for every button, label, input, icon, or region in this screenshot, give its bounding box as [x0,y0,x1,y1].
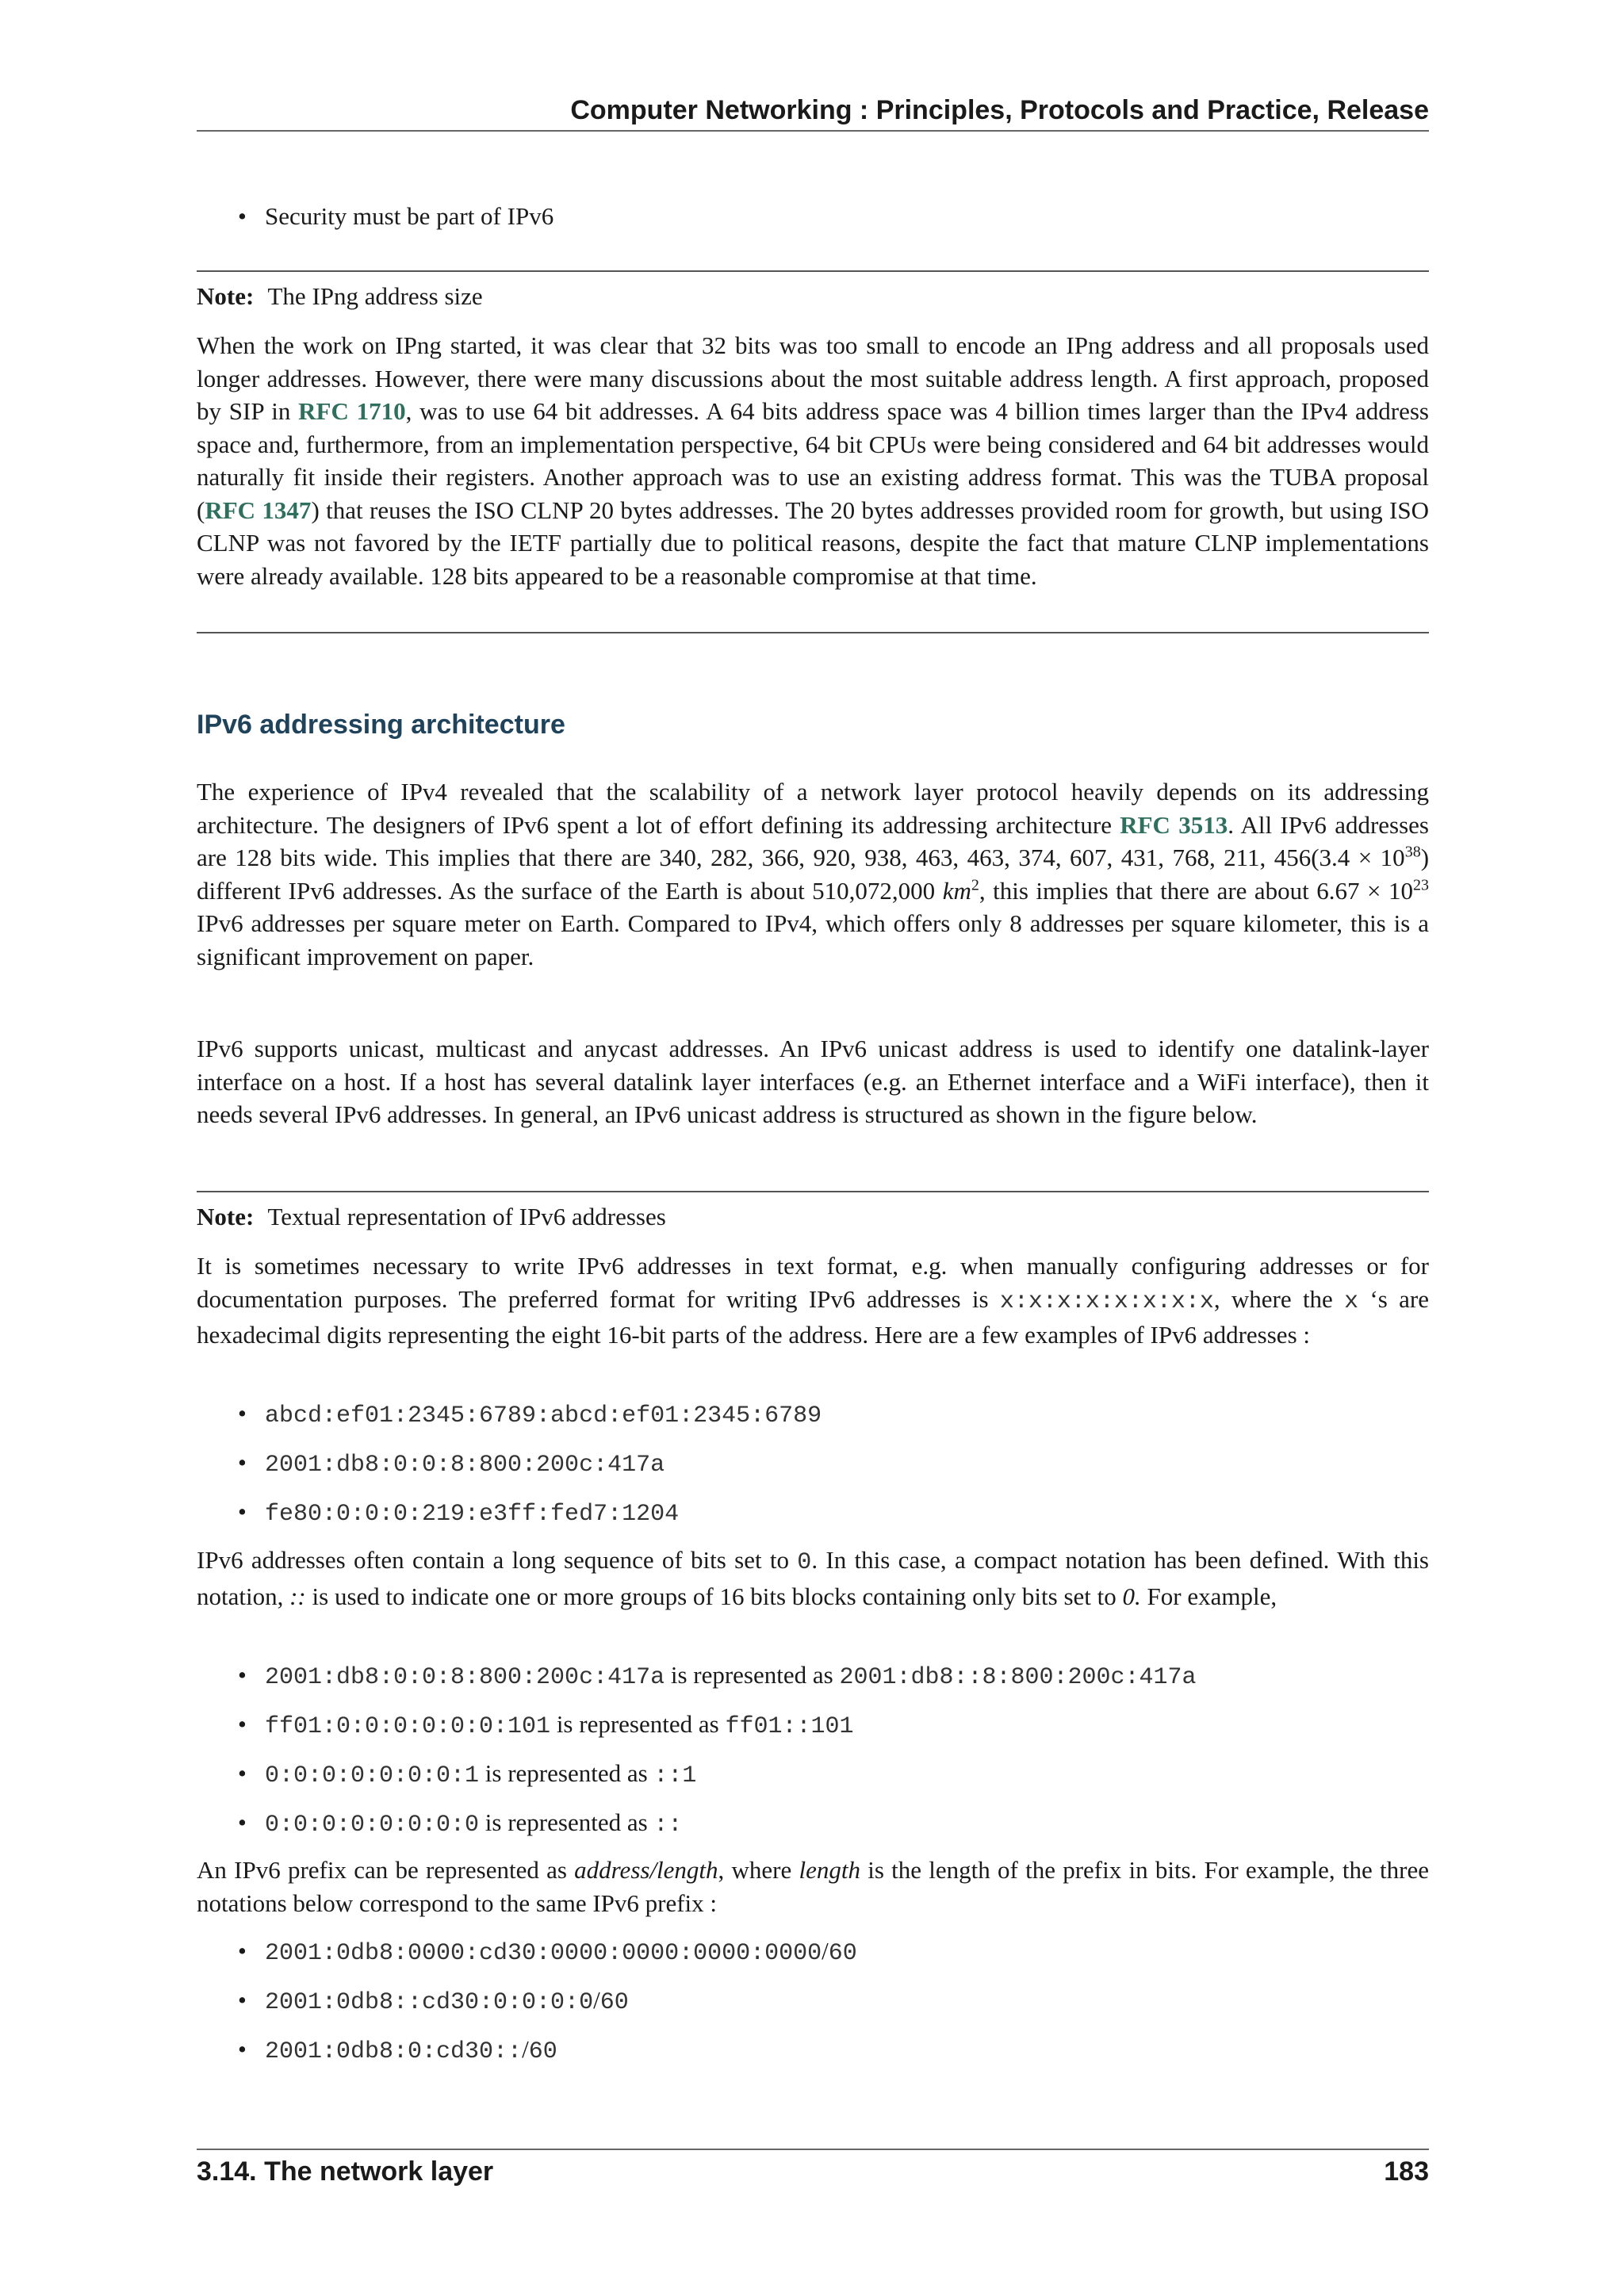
prefix-item [197,1984,1497,2019]
note2-label: Note: [197,1203,255,1230]
note1-text-c: ) that reuses the ISO CLNP 20 bytes addresses. The 20 bytes addresses provided room for growth, but using ISO CLNP was not favored by the IETF partially due to political reasons, despite the fact that mature CLNP implementations were already available. 128 bits appeared to be a reasonable compromise at that time. [197,496,1429,590]
example-addr: fe80:0:0:0:219:e3ff:fed7:1204 [265,1501,680,1528]
compact-short: 2001:db8::8:800:200c:417a [839,1664,1197,1691]
note2-p1-b: , where the [1213,1284,1345,1313]
running-header: Computer Networking : Principles, Protocols and Practice, Release [197,90,1429,132]
prefix-addr: 2001:0db8::cd30:0:0:0:0 [265,1989,594,2016]
sec-p1-exp1: 38 [1404,843,1421,861]
prefix-len: 60 [828,1940,857,1967]
note2-p3-c: is the length of the prefix in bits. For example, the three notations below correspond to the same IPv6 prefix : [197,1856,1429,1917]
compact-rep-word: is represented as [485,1759,648,1787]
compact-full: 0:0:0:0:0:0:0:1 [265,1762,480,1789]
note2-title: Textual representation of IPv6 addresses [267,1203,666,1230]
note1-text-a: When the work on IPng started, it was clear that 32 bits was too small to encode an IPng address and all proposals used longer addresses. However, there were many discussions about the most suitable address length. A first approach, proposed by SIP in [197,331,1429,425]
example-addr: 2001:db8:0:0:8:800:200c:417a [265,1452,665,1479]
note2-addr-length: address/length [574,1856,718,1884]
prefix-len: 60 [599,1989,629,2016]
note2-top-rule [197,1191,1429,1192]
sec-p1-exp3: 23 [1413,876,1429,894]
sec-p1-number: 340, 282, 366, 920, 938, 463, 463, 374, 607, 431, 768, 211, 456(3.4 × 10 [659,844,1405,871]
sec-p1-e: IPv6 addresses per square meter on Earth. Compared to IPv4, which offers only 8 addresses per square kilometer, this is a significant improvement on paper. [197,909,1429,970]
example-addr: abcd:ef01:2345:6789:abcd:ef01:2345:6789 [265,1402,822,1429]
note2-double-colon: :: [289,1582,306,1610]
compact-rep-word: is represented as [485,1808,648,1836]
note1-heading [197,280,1429,312]
note1-paragraph [197,329,1429,592]
note2-p2-d: For example, [1140,1582,1277,1610]
prefix-item [197,1934,1497,1970]
example-item [197,1397,1497,1433]
note2-code-zero: 0 [797,1549,812,1576]
note2-heading [197,1200,1429,1233]
compact-short: ff01::101 [725,1713,854,1740]
note1-bottom-rule [197,632,1429,633]
section-title: IPv6 addressing architecture [197,710,565,740]
compact-short: :: [653,1812,683,1839]
note2-paragraph-2 [197,1544,1429,1613]
prefix-slash: / [822,1937,829,1965]
note2-code-format: x:x:x:x:x:x:x:x [999,1288,1214,1315]
note2-length: length [799,1856,861,1884]
note2-p3-b: , where [718,1856,799,1884]
note2-p2-b: . In this case, a compact notation has been defined. With this notation, [197,1546,1429,1610]
page-number: 183 [1384,2156,1429,2187]
note2-p1-c: ‘s are hexadecimal digits representing the eight 16-bit parts of the address. Here are a few examples of IPv6 addresses : [197,1284,1429,1349]
compact-rep-word: is represented as [670,1661,833,1689]
note2-p2-a: IPv6 addresses often contain a long sequence of bits set to [197,1546,798,1574]
example-item [197,1446,1497,1482]
section-paragraph-2: IPv6 supports unicast, multicast and anycast addresses. An IPv6 unicast address is used to identify one datalink-layer interface on a host. If a host has several datalink layer interfaces (e.g. an Ethernet interface and a WiFi interface), then it needs several IPv6 addresses. In general, an IPv6 unicast address is structured as shown in the figure below. [197,1035,1429,1128]
sec-p1-b: . All IPv6 addresses are 128 bits wide. This implies that there are [197,810,1429,871]
compact-rep-word: is represented as [556,1710,719,1738]
rfc1347-link[interactable]: RFC 1347 [205,496,312,524]
note1-text-b: , was to use 64 bit addresses. A 64 bits address space was 4 billion times larger than the IPv4 address space and, furthermore, from an implementation perspective, 64 bit CPUs were being considered and 64 bit addresses would naturally fit inside their registers. Another approach was to use an existing address format. This was the TUBA proposal ( [197,397,1429,524]
note1-label: Note: [197,282,255,310]
prefix-addr: 2001:0db8:0000:cd30:0000:0000:0000:0000 [265,1940,822,1967]
note2-code-x: x [1344,1288,1359,1315]
rfc1710-link[interactable]: RFC 1710 [298,397,406,425]
sec-p1-a: The experience of IPv4 revealed that the scalability of a network layer protocol heavily depends on its addressing architecture. The designers of IPv6 spent a lot of effort defining its addressing architecture [197,778,1429,839]
example-item [197,1495,1497,1531]
prefix-slash: / [593,1986,600,2014]
note1-title: The IPng address size [267,282,483,310]
sec-p1-d: , this implies that there are about 6.67 × 10 [979,876,1413,905]
page-footer [197,2149,1429,2193]
compact-item [197,1757,1497,1793]
note2-paragraph-1 [197,1249,1429,1352]
section-paragraph-1 [197,775,1429,973]
prefix-len: 60 [528,2038,557,2065]
prefix-slash: / [522,2035,529,2063]
note1-top-rule [197,270,1429,272]
footer-section: 3.14. The network layer [197,2156,494,2187]
rfc3513-link[interactable]: RFC 3513 [1120,810,1228,839]
bullet-security: • Security must be part of IPv6 [197,200,1497,232]
compact-short: ::1 [653,1762,697,1789]
note2-zero-italic: 0. [1122,1582,1141,1610]
sec-p1-km: km [942,876,971,905]
prefix-item [197,2033,1497,2068]
note2-p3-a: An IPv6 prefix can be represented as [197,1856,575,1884]
note2-paragraph-3 [197,1854,1429,1919]
note2-p2-c: is used to indicate one or more groups of 16 bits blocks containing only bits set to [305,1582,1123,1610]
compact-item [197,1806,1497,1842]
compact-full: 0:0:0:0:0:0:0:0 [265,1812,480,1839]
compact-full: ff01:0:0:0:0:0:0:101 [265,1713,551,1740]
note2-p1-a: It is sometimes necessary to write IPv6 addresses in text format, e.g. when manually configuring addresses or for documentation purposes. The preferred format for writing IPv6 addresses is [197,1252,1429,1313]
prefix-addr: 2001:0db8:0:cd30:: [265,2038,523,2065]
sec-p1-exp2: 2 [971,876,979,894]
sec-p1-c: ) different IPv6 addresses. As the surface of the Earth is about 510,072,000 [197,844,1430,905]
compact-full: 2001:db8:0:0:8:800:200c:417a [265,1664,665,1691]
compact-item [197,1708,1497,1743]
compact-item [197,1659,1497,1694]
